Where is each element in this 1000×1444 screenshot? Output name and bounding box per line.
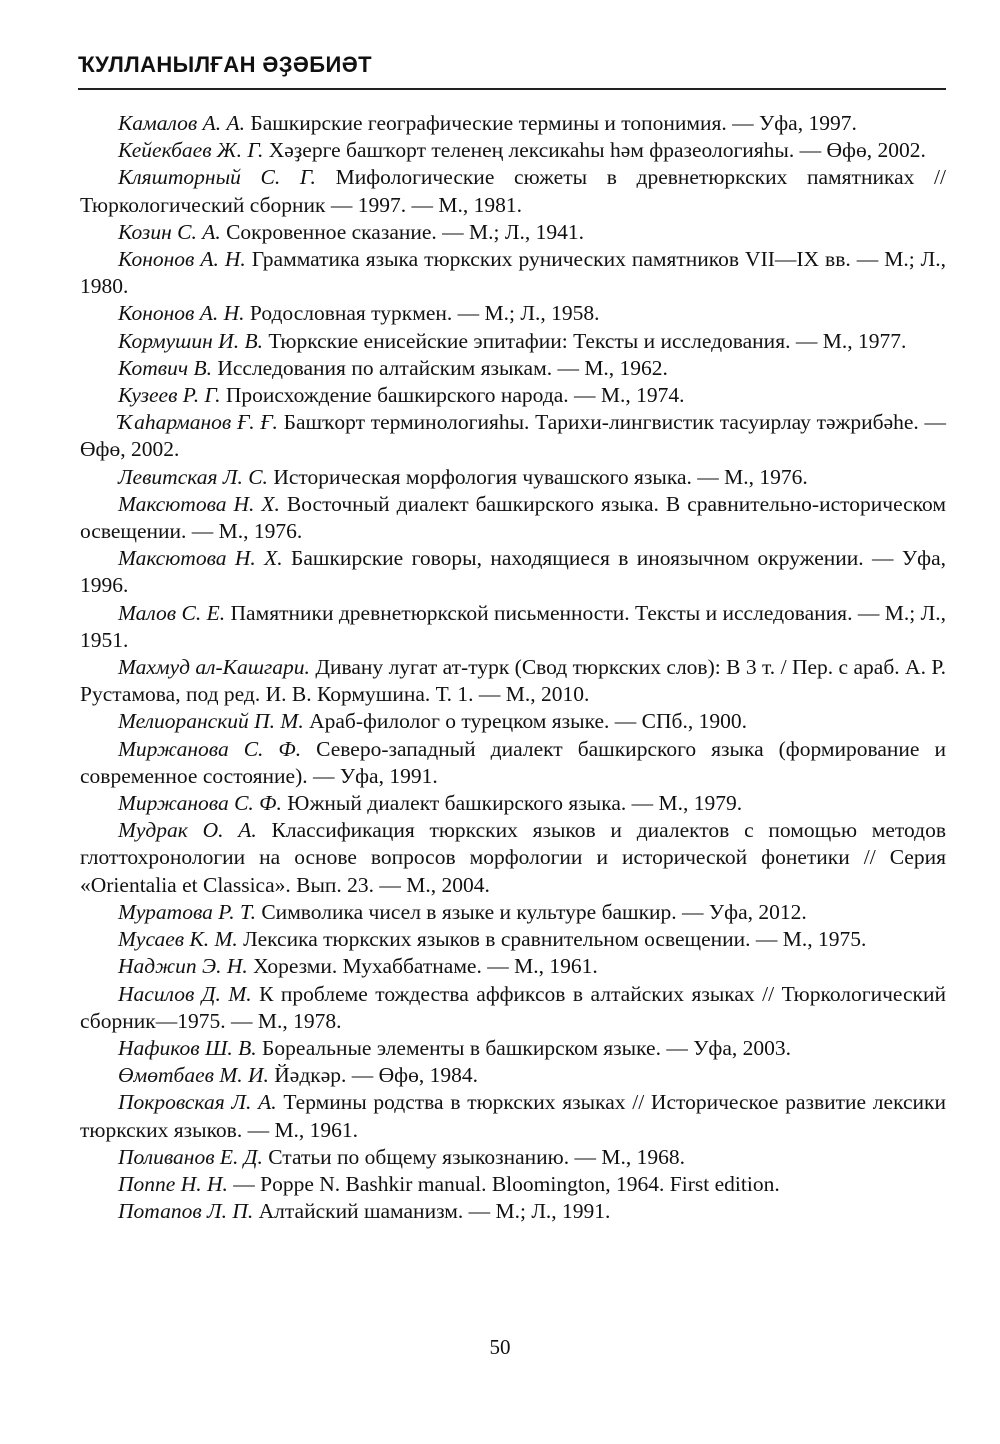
reference-author: Миржанова С. Ф. (118, 736, 302, 761)
reference-text: Классификация тюркских языков и диалектов с помощью методов глоттохронологии на основе вопросов морфологии и исторической фонетики // Серия «Orientalia et Classica». Вып. 23. — М., 2004. (80, 818, 946, 897)
reference-author: Насилов Д. М. (118, 981, 252, 1006)
reference-author: Муратова Р. Т. (118, 899, 256, 924)
reference-entry (80, 1089, 946, 1143)
reference-entry (80, 1144, 946, 1171)
reference-entry (80, 817, 946, 899)
page-number: 50 (489, 1335, 511, 1359)
reference-entry (80, 708, 946, 735)
reference-entry (80, 545, 946, 599)
reference-text: Историческая морфология чувашского языка. — М., 1976. (267, 464, 808, 489)
reference-author: Мелиоранский П. М. (118, 709, 304, 734)
reference-entry (80, 164, 946, 218)
reference-entry (80, 1198, 946, 1225)
reference-entry (80, 654, 946, 708)
reference-entry (80, 953, 946, 980)
reference-list (80, 110, 946, 1225)
reference-author: Ҡаһарманов Ғ. Ғ. (118, 410, 278, 435)
reference-entry (80, 464, 946, 491)
reference-author: Кормушин И. В. (118, 328, 263, 353)
reference-text: Башкирские говоры, находящиеся в иноязычном окружении. — Уфа, 1996. (80, 546, 946, 598)
reference-author: Камалов А. А. (118, 111, 245, 135)
reference-text: Исследования по алтайским языкам. — М., 1962. (211, 355, 668, 380)
reference-text: Термины родства в тюркских языках // Историческое развитие лексики тюркских языков. — М., 1961. (80, 1090, 946, 1142)
reference-author: Максютова Н. Х. (118, 491, 280, 516)
reference-author: Нафиков Ш. В. (118, 1035, 257, 1060)
reference-text: Хәҙерге башҡорт теленең лексикаһы һәм фразеологияһы. — Өфө, 2002. (263, 138, 926, 163)
reference-entry (80, 790, 946, 817)
reference-author: Кузеев Р. Г. (118, 383, 221, 408)
reference-entry (80, 926, 946, 953)
reference-author: Котвич В. (118, 355, 212, 380)
reference-text: Северо-западный диалект башкирского языка (формирование и современное состояние). — Уфа, 1991. (80, 736, 946, 788)
reference-text: Бореальные элементы в башкирском языке. — Уфа, 2003. (256, 1035, 792, 1060)
reference-entry (80, 981, 946, 1035)
reference-author: Кононов А. Н. (118, 247, 246, 272)
reference-entry (80, 409, 946, 463)
reference-author: Мудрак О. А. (118, 818, 257, 843)
reference-text: Символика чисел в языке и культуре башкир. — Уфа, 2012. (255, 899, 807, 924)
reference-author: Поппе Н. Н. (118, 1171, 228, 1196)
reference-text: Происхождение башкирского народа. — М., 1974. (220, 383, 685, 408)
reference-text: Йәдкәр. — Өфө, 1984. (268, 1063, 478, 1088)
reference-author: Миржанова С. Ф. (118, 791, 282, 816)
reference-author: Кляшторный С. Г. (118, 165, 316, 190)
reference-text: Башҡорт терминологияһы. Тарихи-лингвистик тасуирлау тәжрибәһе. — Өфө, 2002. (80, 410, 946, 462)
reference-entry (80, 491, 946, 545)
reference-author: Поливанов Е. Д. (118, 1144, 263, 1169)
reference-text: Мифологические сюжеты в древнетюркских памятниках // Тюркологический сборник — 1997. — М., 1981. (80, 165, 946, 217)
reference-entry (80, 736, 946, 790)
reference-text: К проблеме тождества аффиксов в алтайских языках // Тюркологический сборник—1975. — М., 1978. (80, 981, 946, 1033)
reference-entry (80, 1062, 946, 1089)
reference-text: Грамматика языка тюркских рунических памятников VII—IX вв. — М.; Л., 1980. (80, 247, 946, 299)
reference-author: Козин С. А. (118, 219, 221, 244)
header-rule (78, 88, 946, 90)
reference-author: Максютова Н. Х. (118, 546, 283, 571)
reference-author: Өмөтбаев М. И. (118, 1063, 269, 1088)
reference-author: Покровская Л. А. (118, 1090, 277, 1115)
reference-author: Левитская Л. С. (118, 464, 268, 489)
running-header: ҠУЛЛАНЫЛҒАН ӘҘӘБИӘТ (78, 52, 372, 77)
reference-text: Сокровенное сказание. — М.; Л., 1941. (220, 219, 584, 244)
reference-entry (80, 137, 946, 164)
reference-entry (80, 300, 946, 327)
reference-entry (80, 328, 946, 355)
reference-entry (80, 219, 946, 246)
reference-text: Восточный диалект башкирского языка. В сравнительно-историческом освещении. — М., 1976. (80, 491, 946, 544)
reference-text: Алтайский шаманизм. — М.; Л., 1991. (253, 1199, 611, 1224)
reference-text: Южный диалект башкирского языка. — М., 1979. (281, 791, 743, 816)
reference-entry (80, 110, 946, 137)
reference-text: Башкирские географические термины и топонимия. — Уфа, 1997. (244, 111, 857, 135)
reference-text: Родословная туркмен. — М.; Л., 1958. (244, 301, 600, 326)
reference-text: Статьи по общему языкознанию. — М., 1968. (262, 1144, 685, 1169)
reference-text: Лексика тюркских языков в сравнительном освещении. — М., 1975. (237, 927, 867, 952)
reference-entry (80, 246, 946, 300)
reference-entry (80, 600, 946, 654)
reference-text: Дивану лугат ат-турк (Свод тюркских слов): В 3 т. / Пер. с араб. А. Р. Рустамова, под ред. И. В. Кормушина. Т. 1. — М., 2010. (80, 655, 946, 707)
reference-author: Махмуд ал-Кашгари. (118, 655, 310, 680)
reference-author: Потапов Л. П. (118, 1199, 254, 1224)
reference-text: Хорезми. Мухаббатнаме. — М., 1961. (247, 954, 598, 979)
reference-entry (80, 355, 946, 382)
reference-text: Араб-филолог о турецком языке. — СПб., 1900. (303, 709, 747, 734)
reference-entry (80, 1035, 946, 1062)
reference-author: Кейекбаев Ж. Г. (118, 138, 264, 163)
reference-author: Кононов А. Н. (118, 301, 245, 326)
reference-author: Малов С. Е. (118, 600, 226, 625)
reference-entry (80, 382, 946, 409)
reference-author: Наджип Э. Н. (118, 954, 248, 979)
reference-entry (80, 1171, 946, 1198)
reference-text: — Poppe N. Bashkir manual. Bloomington, 1964. First edition. (227, 1171, 780, 1196)
reference-text: Памятники древнетюркской письменности. Тексты и исследования. — М.; Л., 1951. (80, 600, 946, 652)
reference-author: Мусаев К. М. (118, 927, 238, 952)
reference-text: Тюркские енисейские эпитафии: Тексты и исследования. — М., 1977. (262, 328, 907, 353)
reference-entry (80, 899, 946, 926)
